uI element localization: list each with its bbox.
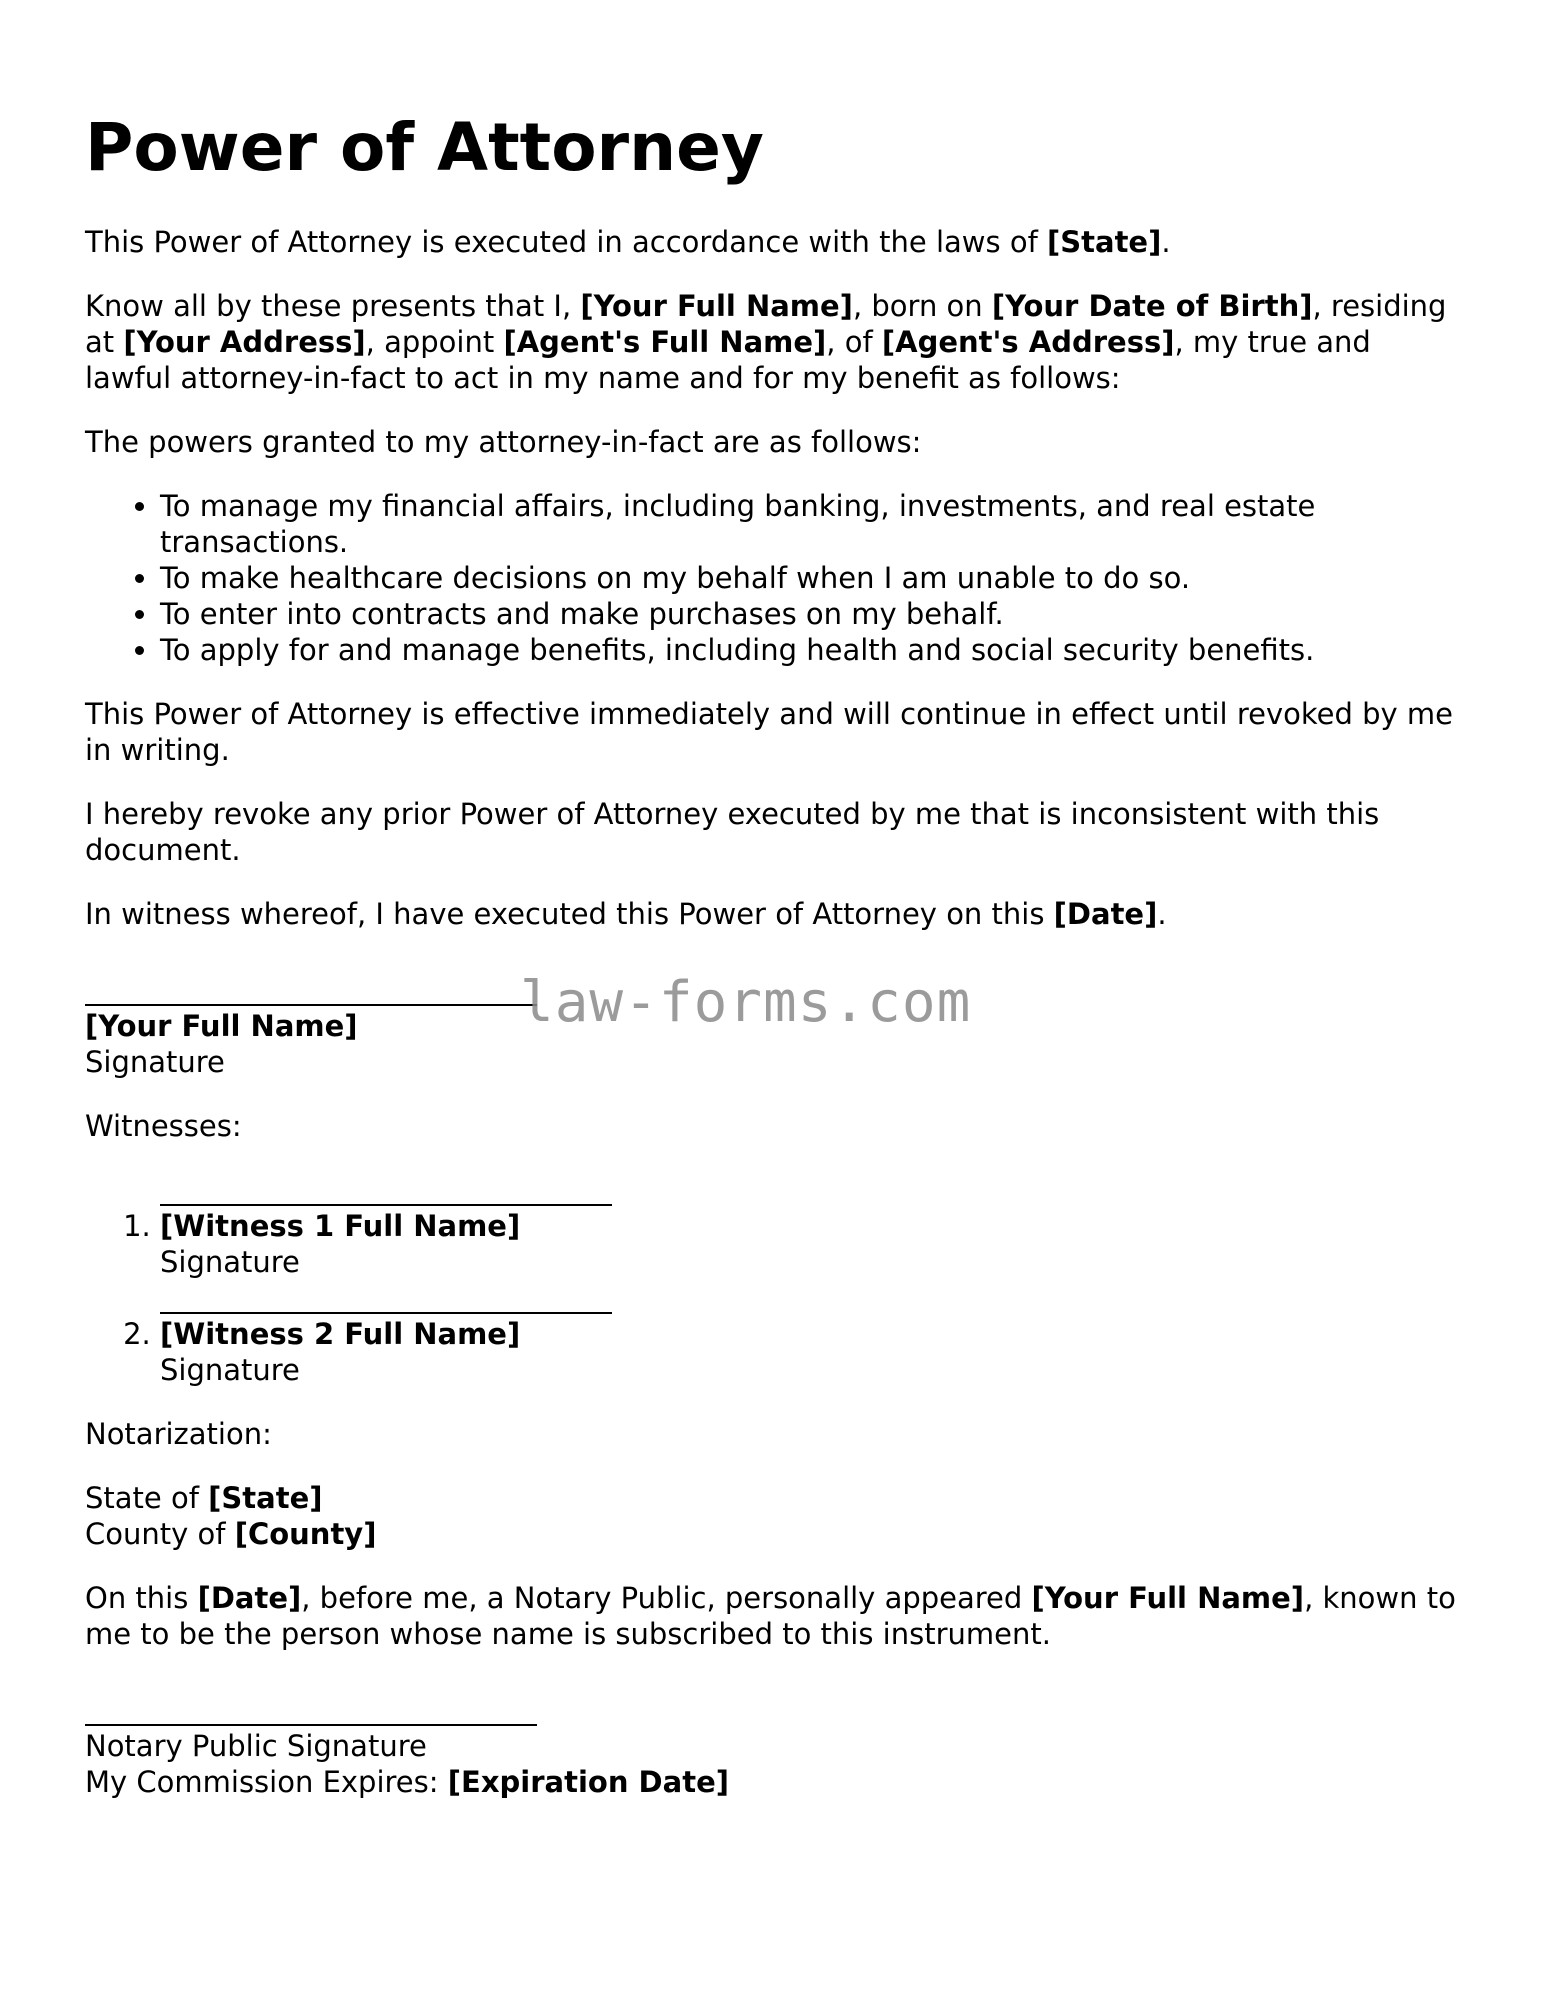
witness-1-signature-label: Signature xyxy=(160,1245,300,1279)
list-item xyxy=(160,1280,1465,1388)
document-title: Power of Attorney xyxy=(85,109,764,186)
venue-block xyxy=(85,1480,1465,1552)
witnesses-heading: Witnesses: xyxy=(85,1109,242,1143)
witness-clause-end: . xyxy=(1157,897,1167,931)
watermark: law-forms.com xyxy=(520,970,972,1035)
notary-text: , before me, a Notary Public, personally appeared xyxy=(301,1581,1032,1615)
appointment-paragraph xyxy=(85,288,1465,396)
witness-1-signature-line-row xyxy=(160,1172,1465,1208)
state-placeholder: [State] xyxy=(1047,225,1162,259)
list-item: • To enter into contracts and make purchases on my behalf. xyxy=(160,596,1465,632)
notary-text: On this xyxy=(85,1581,198,1615)
dob-placeholder: [Your Date of Birth] xyxy=(991,289,1313,323)
witness-1-signature-line[interactable] xyxy=(160,1177,612,1206)
appointment-text: , of xyxy=(826,325,882,359)
appointment-text: , appoint xyxy=(365,325,504,359)
powers-list xyxy=(85,488,1465,668)
intro-text: This Power of Attorney is executed in accordance with the laws of xyxy=(85,225,1047,259)
powers-intro: The powers granted to my attorney-in-fact are as follows: xyxy=(85,425,922,459)
commission-expires xyxy=(85,1764,1465,1800)
commission-expires-label: My Commission Expires: xyxy=(85,1765,448,1799)
list-item: • To apply for and manage benefits, including health and social security benefits. xyxy=(160,632,1465,668)
witness-1-name-placeholder: [Witness 1 Full Name] xyxy=(160,1209,521,1243)
notary-signature-label: Notary Public Signature xyxy=(85,1729,427,1763)
revoke-paragraph: I hereby revoke any prior Power of Attorney executed by me that is inconsistent with this document. xyxy=(85,797,1380,867)
witness-clause xyxy=(85,896,1465,932)
list-item: • To manage my financial affairs, including banking, investments, and real estate transactions. xyxy=(160,488,1465,560)
venue-state-label: State of xyxy=(85,1481,209,1515)
notary-paragraph xyxy=(85,1580,1465,1652)
appointment-text: , my true and lawful attorney-in-fact to act in my name and for my benefit as follows: xyxy=(85,325,1371,395)
notary-signature-block xyxy=(85,1692,1465,1800)
notary-text: , known to me to be the person whose name is subscribed to this instrument. xyxy=(85,1581,1456,1651)
notarization-heading: Notarization: xyxy=(85,1417,272,1451)
document-page xyxy=(85,110,1465,1828)
notary-signature-line-row xyxy=(85,1692,1465,1728)
venue-state-placeholder: [State] xyxy=(208,1481,323,1515)
witness-clause-text: In witness whereof, I have executed this Power of Attorney on this xyxy=(85,897,1054,931)
principal-signature-label: Signature xyxy=(85,1045,225,1079)
address-placeholder: [Your Address] xyxy=(123,325,366,359)
effective-paragraph: This Power of Attorney is effective immediately and will continue in effect until revoked by me in writing. xyxy=(85,697,1453,767)
venue-county-placeholder: [County] xyxy=(234,1517,377,1551)
list-item: • To make healthcare decisions on my behalf when I am unable to do so. xyxy=(160,560,1465,596)
list-item xyxy=(160,1172,1465,1280)
intro-paragraph xyxy=(85,224,1465,260)
notary-date-placeholder: [Date] xyxy=(197,1581,302,1615)
intro-end: . xyxy=(1161,225,1171,259)
notary-signature-line[interactable] xyxy=(85,1697,537,1726)
appointment-text: Know all by these presents that I, xyxy=(85,289,581,323)
witnesses-list xyxy=(85,1172,1465,1388)
witness-2-signature-line[interactable] xyxy=(160,1285,612,1314)
witness-2-name-placeholder: [Witness 2 Full Name] xyxy=(160,1317,521,1351)
your-name-placeholder: [Your Full Name] xyxy=(580,289,853,323)
witness-2-signature-line-row xyxy=(160,1280,1465,1316)
agent-address-placeholder: [Agent's Address] xyxy=(881,325,1175,359)
witness-2-signature-label: Signature xyxy=(160,1353,300,1387)
appointment-text: , born on xyxy=(852,289,992,323)
principal-signature-line[interactable] xyxy=(85,977,537,1006)
principal-name-placeholder: [Your Full Name] xyxy=(85,1009,358,1043)
appointment-text: , residing at xyxy=(85,289,1447,359)
date-placeholder: [Date] xyxy=(1053,897,1158,931)
agent-name-placeholder: [Agent's Full Name] xyxy=(503,325,827,359)
venue-county-label: County of xyxy=(85,1517,235,1551)
expiration-date-placeholder: [Expiration Date] xyxy=(447,1765,729,1799)
notary-name-placeholder: [Your Full Name] xyxy=(1031,1581,1305,1615)
